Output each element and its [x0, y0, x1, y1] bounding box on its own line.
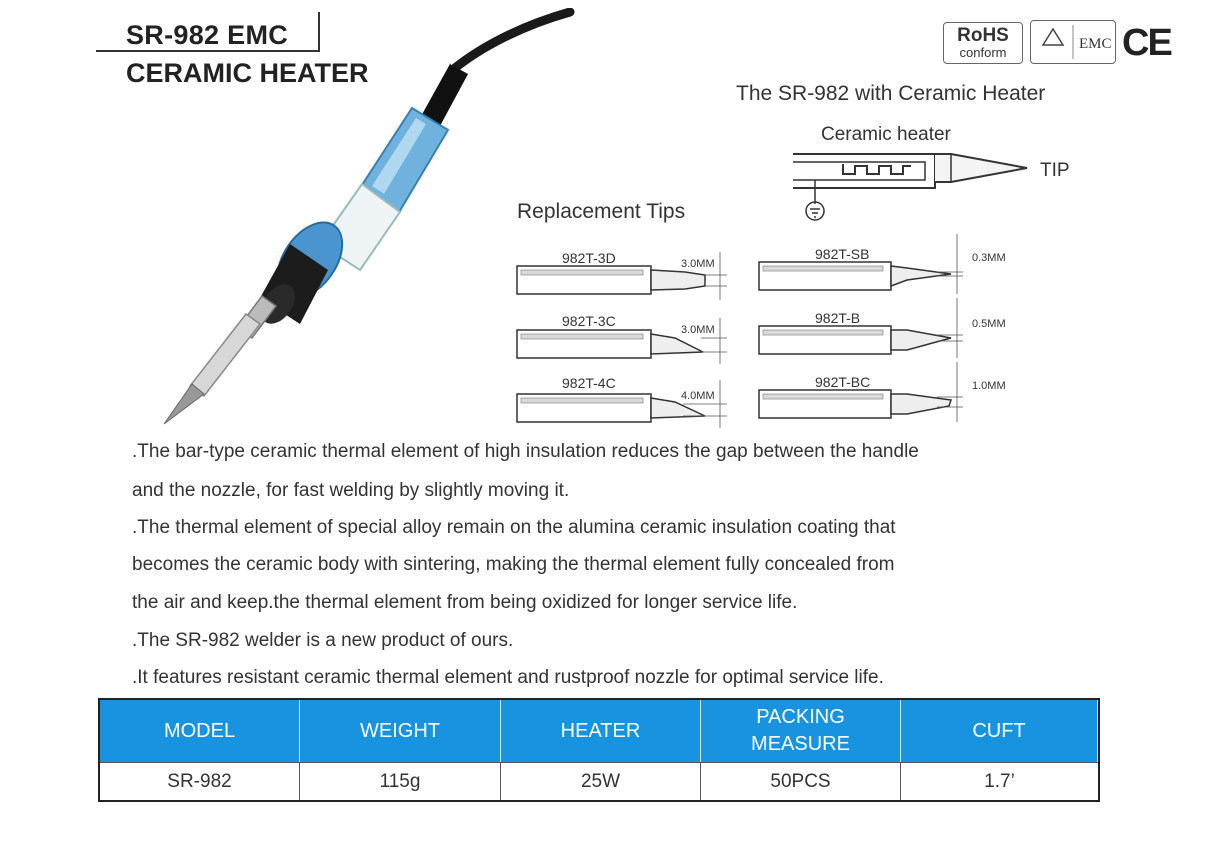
product-title: CERAMIC HEATER	[126, 58, 369, 88]
tip-drawing-sb	[757, 232, 972, 298]
tip-drawing-bc	[757, 360, 972, 426]
cell-cuft: 1.7’	[901, 762, 1098, 800]
tip-name: 982T-3D	[562, 250, 616, 266]
spec-table	[98, 698, 1100, 802]
description-line: the air and keep.the thermal element from being oxidized for longer service life.	[132, 592, 798, 613]
rohs-label: RoHS	[957, 25, 1009, 46]
cell-heater: 25W	[501, 762, 701, 800]
heater-diagram	[785, 140, 1045, 230]
tip-name: 982T-BC	[815, 374, 871, 390]
cell-weight: 115g	[300, 762, 501, 800]
ce-mark: CE	[1122, 22, 1171, 64]
replacement-tips-title: Replacement Tips	[517, 200, 686, 223]
tip-dimension: 4.0MM	[681, 390, 715, 402]
header-heater: HEATER	[501, 700, 701, 762]
header-cuft: CUFT	[901, 700, 1098, 762]
tip-dimension: 1.0MM	[972, 380, 1006, 392]
tip-dimension: 0.3MM	[972, 252, 1006, 264]
diagram-title: The SR-982 with Ceramic Heater	[736, 82, 1046, 105]
safety-mark-icon	[1031, 21, 1115, 63]
heater-label: Ceramic heater	[821, 124, 951, 145]
description-line: .The thermal element of special alloy remain on the alumina ceramic insulation coating that	[132, 517, 896, 538]
tip-dimension: 0.5MM	[972, 318, 1006, 330]
description-line: becomes the ceramic body with sintering, making the thermal element fully concealed from	[132, 554, 895, 575]
tip-dimension: 3.0MM	[681, 258, 715, 270]
description-line: .It features resistant ceramic thermal element and rustproof nozzle for optimal service life.	[132, 667, 884, 688]
header-packing-measure: PACKING MEASURE	[701, 700, 901, 762]
model-title: SR-982 EMC	[126, 20, 289, 50]
tip-drawing-3c	[515, 312, 745, 366]
cell-packing-measure: 50PCS	[701, 762, 901, 800]
tip-name: 982T-4C	[562, 375, 616, 391]
rohs-badge	[943, 22, 1023, 64]
emc-label: EMC	[1079, 36, 1112, 52]
tip-drawing-4c	[515, 376, 745, 430]
header-model: MODEL	[100, 700, 300, 762]
tip-label: TIP	[1040, 160, 1070, 181]
rohs-sublabel: conform	[959, 45, 1007, 60]
header-weight: WEIGHT	[300, 700, 501, 762]
cell-model: SR-982	[100, 762, 300, 800]
description-line: and the nozzle, for fast welding by slightly moving it.	[132, 480, 570, 501]
safety-emc-badge	[1030, 20, 1116, 64]
description-line: .The bar-type ceramic thermal element of high insulation reduces the gap between the handle	[132, 441, 919, 462]
tip-dimension: 3.0MM	[681, 324, 715, 336]
tip-name: 982T-3C	[562, 313, 616, 329]
tip-drawing-3d	[515, 248, 745, 302]
tip-drawing-b	[757, 296, 972, 362]
tip-name: 982T-SB	[815, 246, 870, 262]
tip-name: 982T-B	[815, 310, 861, 326]
description-line: .The SR-982 welder is a new product of ours.	[132, 630, 514, 651]
